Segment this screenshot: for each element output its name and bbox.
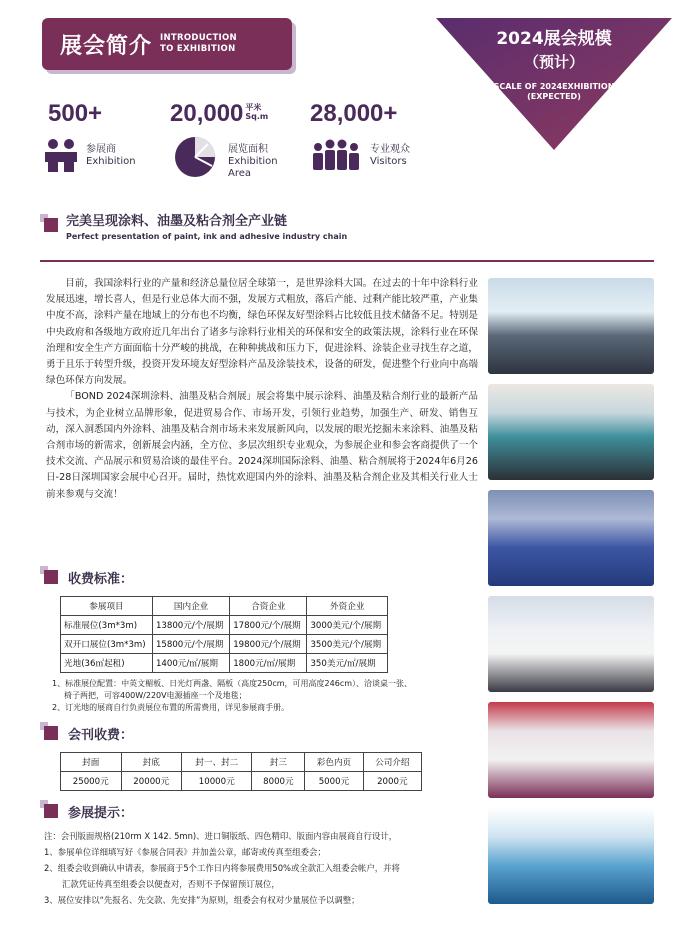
stat-visitors-label: 专业观众 Visitors	[370, 144, 410, 167]
tips-line: 3、展位安排以“先报名、先交款、先安排”为原则，组委会有权对少量展位予以调整；	[44, 895, 360, 905]
exhibitors-icon	[42, 138, 80, 172]
table-cell: 8000元	[252, 772, 305, 791]
exhibition-photo-booth-red	[488, 702, 654, 798]
table-cell: 13800元/个/展期	[152, 616, 229, 635]
tips-line: 汇款凭证传真至组委会以便查对，否则不予保留预订展位，	[62, 879, 280, 889]
table-cell: 5000元	[305, 772, 363, 791]
table-row	[61, 616, 388, 635]
stat-unit: 平米 Sq.m	[245, 103, 269, 121]
intro-title-en: INTRODUCTION TO EXHIBITION	[160, 33, 237, 54]
section-marker	[44, 218, 58, 232]
table-header: 国内企业	[152, 597, 229, 616]
table-cell: 1400元/㎡/展期	[152, 654, 229, 673]
table-header: 封底	[121, 753, 182, 772]
magazine-table	[60, 752, 422, 791]
pie-chart-icon	[174, 136, 216, 178]
table-cell: 3000美元/个/展期	[307, 616, 388, 635]
table-cell: 17800元/个/展期	[230, 616, 307, 635]
magazine-heading: 会刊收费：	[68, 728, 134, 743]
tips-heading: 参展提示：	[68, 806, 134, 821]
stat-number: 500+	[48, 100, 103, 127]
table-cell: 双开口展位(3m*3m)	[61, 635, 153, 654]
exhibition-photo-hall	[488, 490, 654, 586]
table-cell: 25000元	[61, 772, 122, 791]
table-cell: 2000元	[363, 772, 421, 791]
stat-area-label: 展览面积 Exhibition Area	[228, 144, 278, 179]
scale-banner-en: SCALE OF 2024EXHIBITION (EXPECTED)	[493, 82, 615, 101]
tips-line: 2、组委会收到确认申请表，参展商于5个工作日内将参展费用50%或全款汇入组委会帐户，并将	[44, 863, 400, 873]
table-header: 参展项目	[61, 597, 153, 616]
stat-exhibitors-label: 参展商 Exhibition	[86, 144, 136, 167]
stat-number: 28,000+	[310, 100, 398, 127]
intro-paragraph-2: 「BOND 2024深圳涂料、油墨及粘合剂展」展会将集中展示涂料、油墨及粘合剂行业的最新产品与技术，为企业树立品牌形象，促进贸易合作、市场开发，引领行业趋势，加强生产、研发、销售互动，深入洞悉国内外涂料、油墨及粘合剂市场未来发展新风向，以发展的眼光挖掘未来涂料、油墨及粘合剂市场的新需求，创新展会内涵，全方位、多层次组织专业观众，为参展企业和参会客商提供了一个技术交流、产品展示和贸易洽谈的最佳平台。2024深圳国际涂料、油墨、粘合剂展将于2024年6月26日-28日深圳国家会展中心召开。届时，热忱欢迎国内外的涂料、油墨及粘合剂企业及其相关行业人士前来参观与交流！	[46, 391, 478, 500]
scale-banner-text	[436, 24, 672, 102]
fees-notes: 1、标准展位配置：中英文楣板、日光灯两盏、隔板（高度250cm，可用高度246cm）、洽谈桌一张、 椅子两把，可容400W/220V电源插座一个及地毯； 2、订光地的展商自行负责展位布置的所需费用，详见参展商手册。	[52, 679, 413, 712]
table-header: 合资企业	[230, 597, 307, 616]
table-header: 彩色内页	[305, 753, 363, 772]
table-header: 封三	[252, 753, 305, 772]
stat-visitors	[310, 100, 397, 128]
table-header-row	[61, 597, 388, 616]
intro-title-cn: 展会简介	[60, 33, 153, 59]
scale-banner-line1: 2024展会规模	[496, 29, 612, 49]
table-cell: 10000元	[182, 772, 252, 791]
exhibition-photo-booth-blue	[488, 808, 654, 904]
section-marker	[44, 726, 58, 740]
section-marker	[44, 804, 58, 818]
intro-body	[46, 276, 478, 503]
table-cell: 20000元	[121, 772, 182, 791]
table-cell: 19800元/个/展期	[230, 635, 307, 654]
fees-heading: 收费标准：	[68, 572, 134, 587]
section-header-tag	[42, 18, 292, 70]
table-header: 外资企业	[307, 597, 388, 616]
stat-area	[170, 100, 268, 128]
tips-line: 注：会刊版面规格(210rm X 142. 5mn)、进口铜版纸、四色精印、版面内容由展商自行设计，	[44, 831, 398, 841]
scale-banner-line2: （预计）	[523, 53, 584, 71]
table-header: 封一、封二	[182, 753, 252, 772]
intro-paragraph-1: 目前，我国涂料行业的产量和经济总量位居全球第一，是世界涂料大国。在过去的十年中涂料行业发展迅速，增长喜人，但是行业总体大而不强，发展方式粗放，落后产能、过剩产能比较严重，产业集中度不高，涂料产量在地域上的分布也不均衡，绿色环保友好型涂料占比较低且技术储备不足。特别是中央政府和各级地方政府近几年出台了诸多与涂料行业相关的环保和安全的政策法规，涂料行业在环保治理和安全生产方面面临十分严峻的挑战，在种种挑战和压力下，促进涂料、涂装企业寻找生存之道，勇于且乐于转型升级，投资开发环境友好型涂料产品及涂装技术，设备的研发，促进整个行业向中高端绿色环保方向发展。	[46, 278, 478, 387]
visitors-icon	[310, 138, 362, 172]
table-cell: 15800元/个/展期	[152, 635, 229, 654]
stat-exhibitors	[48, 100, 102, 128]
table-row	[61, 635, 388, 654]
table-header: 公司介绍	[363, 753, 421, 772]
section-divider	[40, 260, 654, 262]
table-cell: 1800元/㎡/展期	[230, 654, 307, 673]
table-header-row	[61, 753, 422, 772]
section-marker	[44, 570, 58, 584]
table-cell: 光地(36㎡起租)	[61, 654, 153, 673]
tips-line: 1、参展单位详细填写好《参展合同表》并加盖公章，邮寄或传真至组委会；	[44, 847, 326, 857]
table-row	[61, 654, 388, 673]
exhibition-photo-group	[488, 596, 654, 692]
table-row	[61, 772, 422, 791]
industry-chain-heading: 完美呈现涂料、油墨及粘合剂全产业链 Perfect presentation of paint, ink and adhesive industry chain	[66, 214, 348, 241]
table-cell: 350美元/㎡/展期	[307, 654, 388, 673]
table-cell: 标准展位(3m*3m)	[61, 616, 153, 635]
stat-number: 20,000	[170, 100, 244, 127]
table-header: 封面	[61, 753, 122, 772]
exhibition-photo-booths	[488, 384, 654, 480]
table-cell: 3500美元/个/展期	[307, 635, 388, 654]
exhibition-photo-crowd	[488, 278, 654, 374]
tips-body	[44, 828, 484, 908]
fees-table	[60, 596, 388, 673]
